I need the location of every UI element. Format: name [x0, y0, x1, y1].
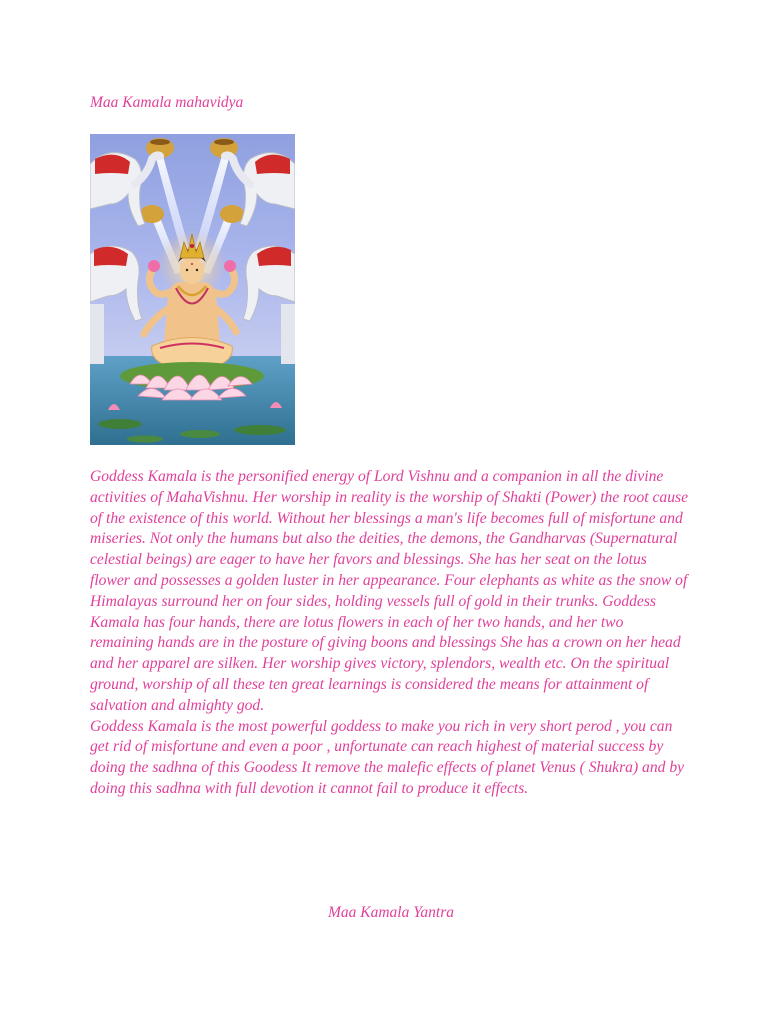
goddess-kamala-image: [90, 134, 295, 445]
document-title: Maa Kamala mahavidya: [90, 94, 244, 111]
article-body: [90, 467, 690, 800]
article-paragraph-1: Goddess Kamala is the personified energy of Lord Vishnu and a companion in all the divine activities of MahaVishnu. Her worship in reality is the worship of Shakti (Power) the root cause of the existence of this world. Without her blessings a man's life becomes full of misfortune and miseries. Not only the humans but also the deities, the demons, the Gandharvas (Supernatural celestial beings) are eager to have her favors and blessings. She has her seat on the lotus flower and possesses a golden luster in her appearance. Four elephants as white as the snow of Himalayas surround her on four sides, holding vessels full of gold in their trunks. Goddess Kamala has four hands, there are lotus flowers in each of her two hands, and her two remaining hands are in the posture of giving boons and blessings She has a crown on her head and her apparel are silken. Her worship gives victory, splendors, wealth etc. On the spiritual ground, worship of all these ten great learnings is considered the means for attainment of salvation and almighty god.: [90, 468, 688, 714]
yantra-caption: Maa Kamala Yantra: [327, 904, 455, 921]
article-paragraph-2: Goddess Kamala is the most powerful goddess to make you rich in very short perod , you can get rid of misfortune and even a poor , unfortunate can reach highest of material success by doing the sadhna of this Goodess It remove the malefic effects of planet Venus ( Shukra) and by doing this sadhna with full devotion it cannot fail to produce it effects.: [90, 717, 685, 797]
